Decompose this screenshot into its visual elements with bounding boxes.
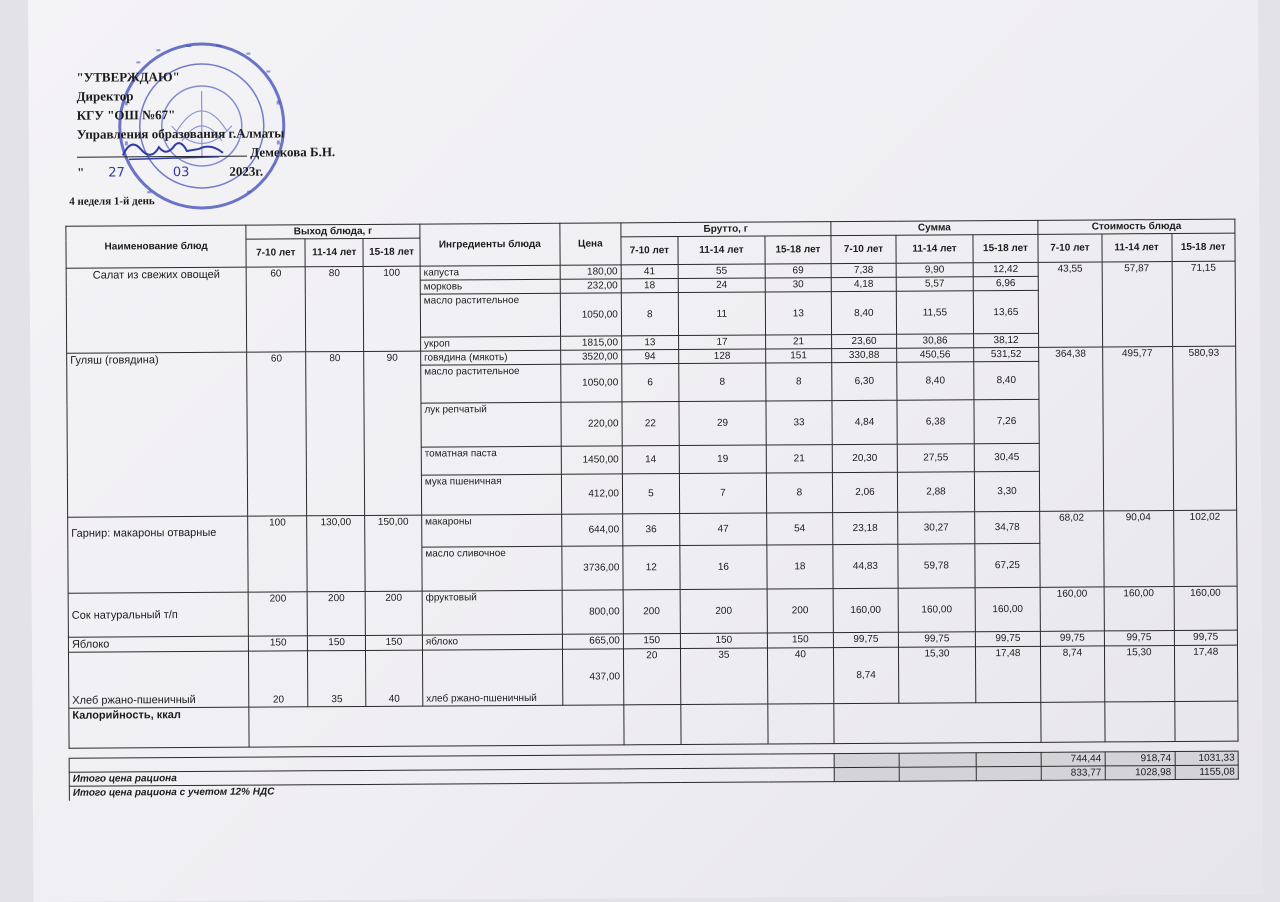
cost-value: 364,38 <box>1039 347 1103 511</box>
sum-value: 38,12 <box>973 333 1039 347</box>
cost-value: 68,02 <box>1040 511 1104 587</box>
dish-name: Гарнир: макароны отварные <box>68 516 249 593</box>
ingredient-name: хлеб ржано-пшеничный <box>422 649 562 706</box>
brutto-value: 36 <box>623 514 680 546</box>
brutto-value: 13 <box>621 336 678 350</box>
cost-value: 102,02 <box>1173 510 1237 586</box>
header-dish-name: Наименование блюд <box>66 225 247 268</box>
sum-value: 59,78 <box>898 544 975 588</box>
brutto-value: 7 <box>679 473 767 514</box>
header-age-15-18: 15-18 лет <box>765 236 831 264</box>
sum-value: 20,30 <box>832 444 898 472</box>
brutto-value: 6 <box>622 364 679 402</box>
approval-title: "УТВЕРЖДАЮ" <box>76 69 180 85</box>
calories-cell <box>768 704 834 744</box>
total-label: Итого цена рациона <box>69 768 834 787</box>
sum-value: 7,38 <box>831 263 897 277</box>
output-value: 200 <box>307 591 365 635</box>
ingredient-price: 1050,00 <box>560 364 621 402</box>
output-value: 40 <box>366 650 423 706</box>
header-age-7-10: 7-10 лет <box>621 237 678 265</box>
approval-date: " 27 03 2023г. <box>77 163 264 181</box>
sum-value: 8,40 <box>897 362 974 400</box>
calories-cell <box>1174 701 1238 741</box>
cost-value: 495,77 <box>1102 347 1173 511</box>
brutto-value: 33 <box>766 401 832 445</box>
brutto-value: 150 <box>680 633 767 649</box>
header-age-15-18: 15-18 лет <box>1171 233 1235 261</box>
sum-value: 8,40 <box>831 291 897 334</box>
table-row <box>68 510 1237 549</box>
ingredient-name: масло сливочное <box>422 546 562 591</box>
ingredient-name: фруктовый <box>422 590 562 635</box>
header-ingredients: Ингредиенты блюда <box>420 223 560 266</box>
brutto-value: 150 <box>623 634 680 649</box>
sum-value: 160,00 <box>898 588 975 632</box>
brutto-value: 200 <box>767 589 833 633</box>
sum-value: 4,84 <box>832 400 898 444</box>
ingredient-price: 1450,00 <box>561 446 622 474</box>
sum-value: 8,40 <box>973 361 1039 399</box>
output-value: 90 <box>364 351 422 515</box>
cost-value: 99,75 <box>1174 630 1238 645</box>
brutto-value: 8 <box>767 473 833 513</box>
ingredient-name: масло растительное <box>421 364 561 403</box>
brutto-value: 22 <box>622 402 679 446</box>
cost-value: 17,48 <box>1174 645 1238 701</box>
sum-value: 2,06 <box>832 472 898 512</box>
header-age-7-10: 7-10 лет <box>246 239 305 267</box>
brutto-value: 13 <box>765 292 831 335</box>
output-value: 150,00 <box>365 515 422 591</box>
brutto-value: 47 <box>679 513 767 546</box>
vat-label: Итого цена рациона с учетом 12% НДС <box>69 779 1238 800</box>
header-age-7-10: 7-10 лет <box>831 235 897 263</box>
cost-value: 99,75 <box>1104 631 1174 646</box>
ingredient-name: лук репчатый <box>421 402 561 447</box>
output-value: 150 <box>249 636 308 651</box>
brutto-value: 17 <box>678 335 765 350</box>
output-value: 60 <box>247 352 307 516</box>
brutto-value: 55 <box>678 264 765 279</box>
calories-cell <box>833 702 1041 743</box>
ingredient-price: 1050,00 <box>560 293 621 336</box>
sum-value: 15,30 <box>899 647 976 703</box>
total-value: 744,44 <box>1041 752 1104 766</box>
brutto-value: 21 <box>766 335 832 349</box>
header-age-11-14: 11-14 лет <box>305 238 363 266</box>
brutto-value: 29 <box>679 401 767 446</box>
date-day-handwritten: 27 <box>108 165 125 181</box>
output-value: 20 <box>249 651 308 707</box>
sum-value: 7,26 <box>974 399 1040 443</box>
brutto-value: 40 <box>768 648 834 704</box>
sum-value: 17,48 <box>975 646 1041 702</box>
brutto-value: 12 <box>623 546 680 590</box>
cost-value: 160,00 <box>1040 587 1104 631</box>
ingredient-name: морковь <box>420 279 560 294</box>
ingredient-price: 3736,00 <box>562 546 623 590</box>
dish-name: Гуляш (говядина) <box>67 352 248 517</box>
sum-value: 160,00 <box>833 588 899 632</box>
cost-value: 160,00 <box>1174 586 1238 630</box>
brutto-value: 69 <box>765 264 831 278</box>
total-shaded-cell <box>976 766 1042 780</box>
sum-value: 9,90 <box>896 263 973 277</box>
total-shaded-cell <box>834 753 900 767</box>
brutto-value: 19 <box>679 445 767 474</box>
sum-value: 99,75 <box>833 632 899 647</box>
vat-total-value: 1155,08 <box>1175 765 1239 779</box>
cost-value: 15,30 <box>1104 646 1174 702</box>
sum-value: 4,18 <box>831 277 897 291</box>
sum-value: 8,74 <box>833 647 899 703</box>
sum-value: 3,30 <box>974 471 1040 511</box>
sum-value: 2,88 <box>898 472 975 512</box>
dish-name: Салат из свежих овощей <box>66 267 247 353</box>
calories-cell <box>1041 702 1105 742</box>
vat-total-value: 1028,98 <box>1105 766 1175 780</box>
sum-value: 99,75 <box>899 632 976 647</box>
output-value: 200 <box>248 592 307 636</box>
total-shaded-cell <box>899 767 976 781</box>
dish-name: Сок натуральный т/п <box>68 592 249 637</box>
header-age-15-18: 15-18 лет <box>973 234 1039 262</box>
output-value: 100 <box>363 266 420 351</box>
calories-cell <box>249 705 624 747</box>
sum-value: 30,45 <box>974 443 1040 471</box>
sum-value: 12,42 <box>973 262 1039 276</box>
brutto-value: 16 <box>680 545 768 590</box>
sum-value: 330,88 <box>831 348 897 362</box>
calories-label: Калорийность, ккал <box>69 707 249 748</box>
ingredient-name: томатная паста <box>421 446 561 475</box>
dish-name: Хлеб ржано-пшеничный <box>68 651 249 708</box>
total-shaded-cell <box>899 753 976 767</box>
menu-table <box>65 219 1238 801</box>
total-value: 1031,33 <box>1175 751 1239 765</box>
sum-value: 160,00 <box>975 587 1041 631</box>
sum-value: 30,27 <box>898 512 975 544</box>
brutto-value: 151 <box>766 349 832 363</box>
ingredient-price: 412,00 <box>561 474 622 514</box>
ingredient-price: 1815,00 <box>560 336 621 350</box>
ingredient-price: 665,00 <box>562 634 623 649</box>
cost-value: 90,04 <box>1103 511 1173 587</box>
sum-value: 23,18 <box>832 512 898 544</box>
sum-value: 13,65 <box>973 290 1039 333</box>
header-age-11-14: 11-14 лет <box>678 236 766 265</box>
sum-value: 99,75 <box>975 631 1041 646</box>
brutto-value: 11 <box>678 292 766 336</box>
sum-value: 30,86 <box>897 334 974 348</box>
ingredient-price: 180,00 <box>560 265 621 279</box>
brutto-value: 94 <box>622 350 679 364</box>
brutto-value: 150 <box>767 633 833 648</box>
cost-value: 580,93 <box>1172 346 1237 510</box>
sum-value: 5,57 <box>896 277 973 291</box>
brutto-value: 8 <box>621 293 678 336</box>
signature-line <box>77 142 417 163</box>
paper-sheet <box>28 0 1263 902</box>
output-value: 150 <box>308 635 366 650</box>
approval-block <box>76 66 417 183</box>
dish-name: Яблоко <box>68 636 248 652</box>
approval-position: Директор <box>76 88 134 104</box>
date-month-handwritten: 03 <box>172 165 190 181</box>
output-value: 80 <box>306 351 365 515</box>
ingredient-name: яблоко <box>422 634 562 650</box>
cost-value: 8,74 <box>1041 646 1105 702</box>
sum-value: 6,30 <box>831 362 897 400</box>
calories-cell <box>681 704 769 745</box>
ingredient-price: 220,00 <box>561 402 622 446</box>
sum-value: 23,60 <box>831 334 897 348</box>
ingredient-price: 800,00 <box>562 590 623 634</box>
output-value: 200 <box>365 591 422 635</box>
brutto-value: 8 <box>766 363 832 401</box>
brutto-value: 30 <box>765 278 831 292</box>
handwritten-signature <box>119 135 229 164</box>
approval-signer: Демекова Б.Н. <box>250 144 336 160</box>
calories-cell <box>1104 702 1174 742</box>
total-shaded-cell <box>976 752 1042 766</box>
ingredient-price: 232,00 <box>560 279 621 293</box>
brutto-value: 200 <box>623 590 680 634</box>
header-age-15-18: 15-18 лет <box>363 238 420 266</box>
header-brutto: Брутто, г <box>621 222 831 237</box>
cost-value: 71,15 <box>1172 261 1236 346</box>
header-cost: Стоимость блюда <box>1038 219 1235 234</box>
brutto-value: 20 <box>623 649 680 705</box>
ingredient-name: масло растительное <box>420 293 560 337</box>
brutto-value: 5 <box>622 474 679 514</box>
brutto-value: 200 <box>680 589 768 634</box>
sum-value: 67,25 <box>975 543 1041 587</box>
date-year: 2023г. <box>229 163 264 179</box>
calories-cell <box>624 705 681 745</box>
header-age-7-10: 7-10 лет <box>1038 234 1102 262</box>
week-label: 4 неделя 1-й день <box>69 195 155 208</box>
brutto-value: 41 <box>621 265 678 279</box>
output-value: 80 <box>305 266 363 351</box>
brutto-value: 24 <box>678 278 765 293</box>
ingredient-name: мука пшеничная <box>421 474 561 515</box>
sum-value: 531,52 <box>973 347 1039 361</box>
approval-organization: КГУ "ОШ №67" <box>76 107 176 123</box>
brutto-value: 54 <box>767 513 833 545</box>
sum-value: 27,55 <box>897 444 974 472</box>
brutto-value: 35 <box>680 648 768 705</box>
header-age-11-14: 11-14 лет <box>1102 234 1172 262</box>
approval-department: Управления образования г.Алматы <box>76 125 285 142</box>
brutto-value: 18 <box>767 545 833 589</box>
cost-value: 160,00 <box>1104 587 1174 631</box>
cost-value: 43,55 <box>1038 262 1102 347</box>
ingredient-name: говядина (мякоть) <box>421 350 561 365</box>
header-price: Цена <box>560 223 621 265</box>
sum-value: 6,38 <box>897 400 974 444</box>
sum-value: 6,96 <box>973 276 1039 290</box>
output-value: 130,00 <box>307 515 365 591</box>
brutto-value: 8 <box>678 363 766 402</box>
ingredient-name: укроп <box>420 336 560 351</box>
header-age-11-14: 11-14 лет <box>896 235 973 263</box>
vat-total-value: 833,77 <box>1041 766 1104 780</box>
total-value: 918,74 <box>1105 752 1175 766</box>
ingredient-name: капуста <box>420 265 560 280</box>
ingredient-price: 644,00 <box>561 514 622 546</box>
brutto-value: 18 <box>621 279 678 293</box>
total-shaded-cell <box>834 767 900 781</box>
brutto-value: 14 <box>622 446 679 474</box>
ingredient-price: 437,00 <box>562 649 624 705</box>
cost-value: 57,87 <box>1102 262 1172 347</box>
output-value: 60 <box>246 267 306 352</box>
cost-value: 99,75 <box>1041 631 1104 646</box>
table-row <box>68 645 1237 708</box>
brutto-value: 128 <box>678 349 765 364</box>
sum-value: 44,83 <box>833 544 899 588</box>
sum-value: 11,55 <box>897 291 974 334</box>
output-value: 150 <box>366 635 423 650</box>
sum-value: 34,78 <box>974 511 1040 543</box>
output-value: 100 <box>248 516 307 592</box>
header-sum: Сумма <box>831 220 1039 235</box>
brutto-value: 21 <box>766 445 832 473</box>
ingredient-price: 3520,00 <box>560 350 621 364</box>
output-value: 35 <box>308 650 366 706</box>
header-output: Выход блюда, г <box>246 224 420 239</box>
table-row <box>68 586 1237 637</box>
sum-value: 450,56 <box>897 348 974 362</box>
ingredient-name: макароны <box>422 514 562 547</box>
